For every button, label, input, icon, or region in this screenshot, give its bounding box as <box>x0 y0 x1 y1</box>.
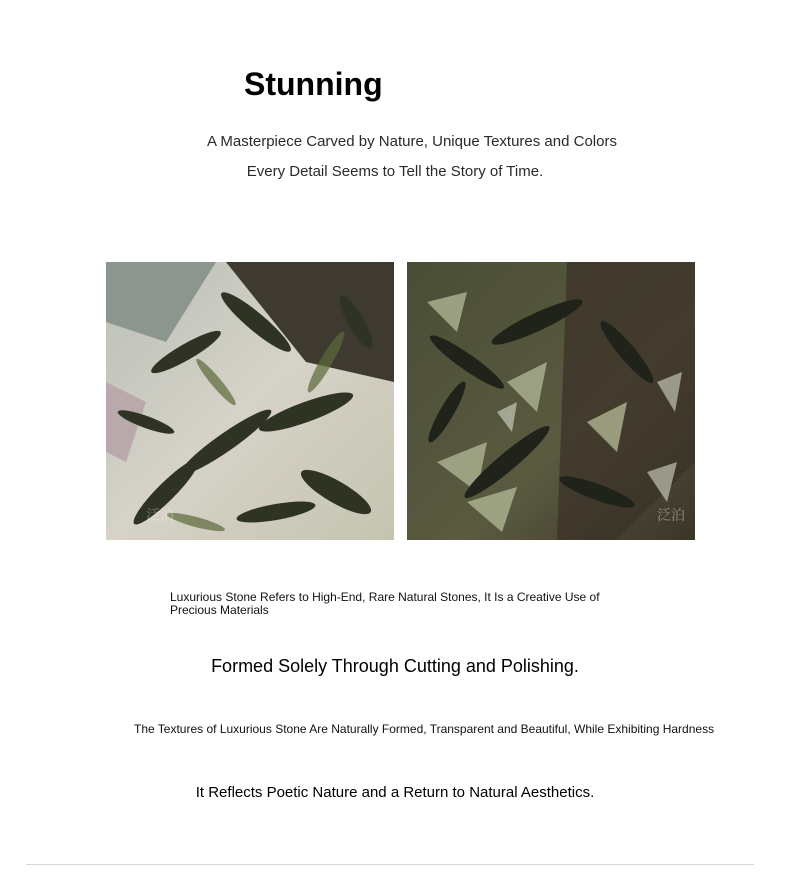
divider <box>26 864 754 865</box>
heading-2: Formed Solely Through Cutting and Polishing. <box>211 656 579 676</box>
stone-photo-left <box>106 262 394 540</box>
paragraph-2: The Textures of Luxurious Stone Are Naturally Formed, Transparent and Beautiful, While Exhibiting Hardness <box>134 722 715 736</box>
subtitle-line-1: A Masterpiece Carved by Nature, Unique Textures and Colors <box>207 133 617 150</box>
stone-photo-right <box>407 262 695 540</box>
svg-text:泛泊: 泛泊 <box>146 508 174 524</box>
svg-text:泛泊: 泛泊 <box>657 508 685 524</box>
page-title: Stunning <box>244 66 383 102</box>
stone-texture-icon <box>106 262 394 540</box>
paragraph-1: Luxurious Stone Refers to High-End, Rare Natural Stones, It Is a Creative Use of Precious Materials <box>170 590 600 617</box>
subtitle-line-2: Every Detail Seems to Tell the Story of Time. <box>246 163 544 180</box>
heading-3: It Reflects Poetic Nature and a Return to Natural Aesthetics. <box>195 784 595 801</box>
stone-texture-icon <box>407 262 695 540</box>
